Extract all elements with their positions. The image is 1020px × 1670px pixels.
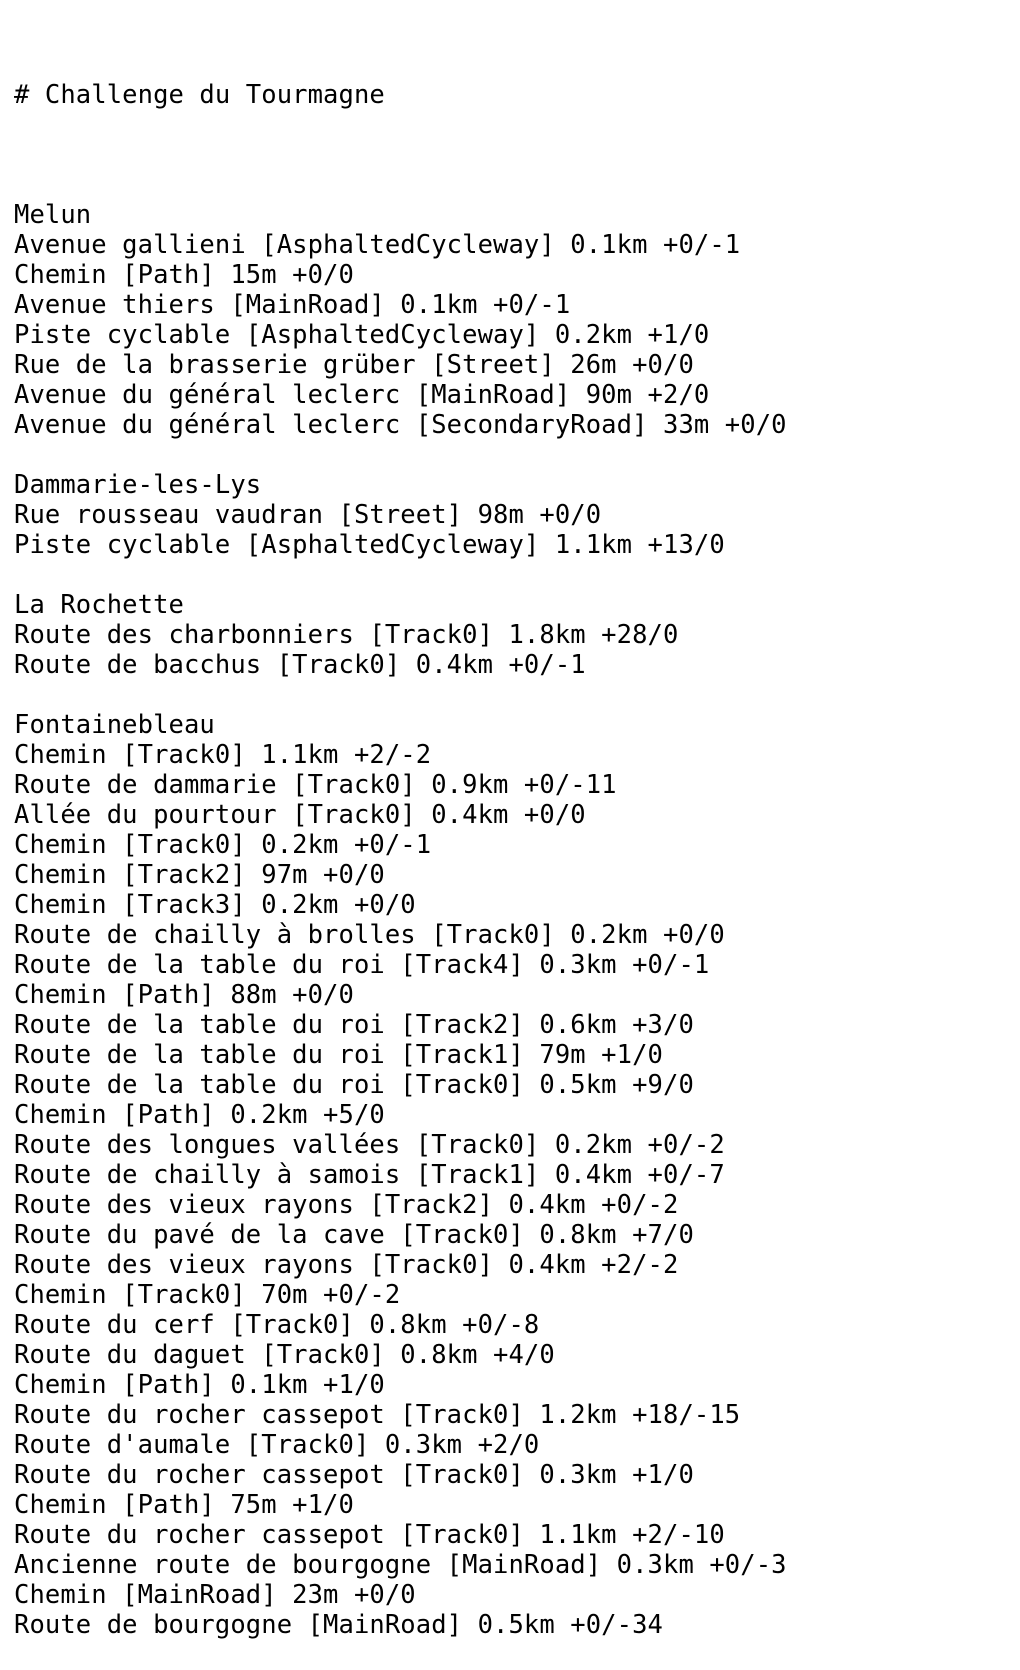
segment-line: Allée du pourtour [Track0] 0.4km +0/0 [14,800,586,830]
sections-container [14,170,787,1640]
segment-line: Avenue du général leclerc [MainRoad] 90m +2/0 [14,380,710,410]
document-text [14,20,787,1670]
segment-line: Route de bacchus [Track0] 0.4km +0/-1 [14,650,586,680]
segment-line: Rue de la brasserie grüber [Street] 26m +0/0 [14,350,694,380]
blank-line [14,170,787,200]
segment-line: Chemin [Path] 15m +0/0 [14,260,354,290]
segment-line: Route du pavé de la cave [Track0] 0.8km +7/0 [14,1220,694,1250]
blank-line [14,560,787,590]
segment-line: Avenue thiers [MainRoad] 0.1km +0/-1 [14,290,571,320]
segment-line: Route de la table du roi [Track0] 0.5km +9/0 [14,1070,694,1100]
blank-line [14,680,787,710]
segment-line: Route d'aumale [Track0] 0.3km +2/0 [14,1430,540,1460]
segment-line: Route des longues vallées [Track0] 0.2km +0/-2 [14,1130,725,1160]
segment-line: Chemin [Track0] 0.2km +0/-1 [14,830,432,860]
segment-line: Route du rocher cassepot [Track0] 1.1km +2/-10 [14,1520,725,1550]
segment-line: Avenue gallieni [AsphaltedCycleway] 0.1km +0/-1 [14,230,741,260]
segment-line: Route de la table du roi [Track1] 79m +1/0 [14,1040,663,1070]
segment-line: Chemin [Path] 88m +0/0 [14,980,354,1010]
segment-line: Route de dammarie [Track0] 0.9km +0/-11 [14,770,617,800]
segment-line: Route de chailly à samois [Track1] 0.4km +0/-7 [14,1160,725,1190]
segment-line: Route des charbonniers [Track0] 1.8km +28/0 [14,620,679,650]
segment-line: Chemin [Path] 0.1km +1/0 [14,1370,385,1400]
segment-line: Route de la table du roi [Track2] 0.6km +3/0 [14,1010,694,1040]
segment-line: Avenue du général leclerc [SecondaryRoad] 33m +0/0 [14,410,787,440]
segment-line: Chemin [Path] 0.2km +5/0 [14,1100,385,1130]
city-heading: La Rochette [14,590,184,620]
segment-line: Route de chailly à brolles [Track0] 0.2km +0/0 [14,920,725,950]
blank-line [14,440,787,470]
city-heading: Melun [14,200,92,230]
segment-line: Route du cerf [Track0] 0.8km +0/-8 [14,1310,540,1340]
segment-line: Piste cyclable [AsphaltedCycleway] 0.2km +1/0 [14,320,710,350]
segment-line: Route du rocher cassepot [Track0] 0.3km +1/0 [14,1460,694,1490]
segment-line: Route des vieux rayons [Track2] 0.4km +0/-2 [14,1190,679,1220]
segment-line: Chemin [Track0] 1.1km +2/-2 [14,740,432,770]
segment-line: Rue rousseau vaudran [Street] 98m +0/0 [14,500,602,530]
segment-line: Route des vieux rayons [Track0] 0.4km +2/-2 [14,1250,679,1280]
segment-line: Ancienne route de bourgogne [MainRoad] 0.3km +0/-3 [14,1550,787,1580]
segment-line: Route de bourgogne [MainRoad] 0.5km +0/-34 [14,1610,663,1640]
document-title: # Challenge du Tourmagne [14,80,385,110]
segment-line: Chemin [Track2] 97m +0/0 [14,860,385,890]
segment-line: Route du rocher cassepot [Track0] 1.2km +18/-15 [14,1400,741,1430]
segment-line: Chemin [Path] 75m +1/0 [14,1490,354,1520]
segment-line: Route du daguet [Track0] 0.8km +4/0 [14,1340,555,1370]
city-heading: Fontainebleau [14,710,215,740]
city-heading: Dammarie-les-Lys [14,470,262,500]
segment-line: Chemin [Track0] 70m +0/-2 [14,1280,401,1310]
segment-line: Chemin [MainRoad] 23m +0/0 [14,1580,416,1610]
segment-line: Chemin [Track3] 0.2km +0/0 [14,890,416,920]
segment-line: Route de la table du roi [Track4] 0.3km +0/-1 [14,950,710,980]
segment-line: Piste cyclable [AsphaltedCycleway] 1.1km +13/0 [14,530,725,560]
